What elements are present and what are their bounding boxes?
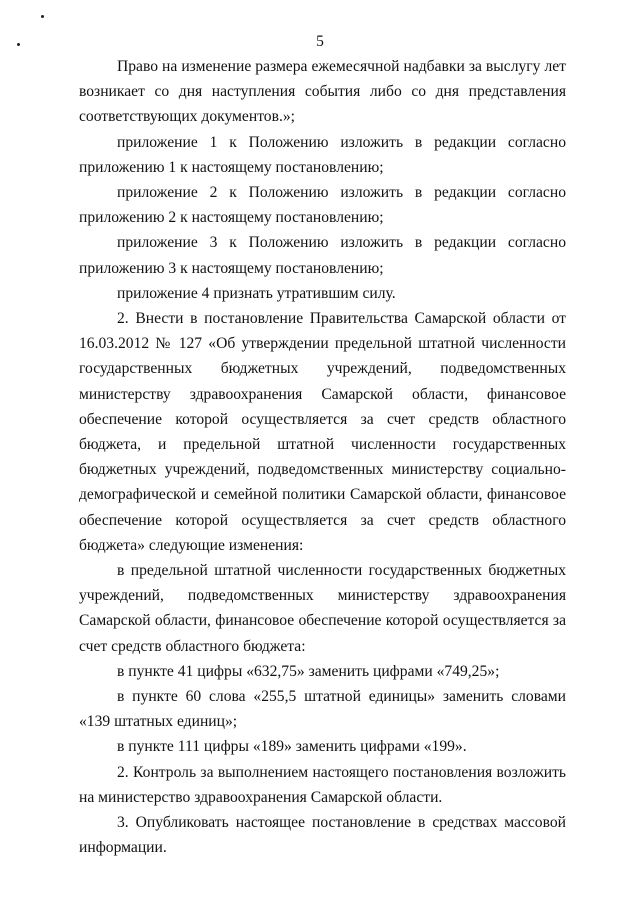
paragraph: 2. Контроль за выполнением настоящего постановления возложить на министерство здравоохранения Самарской области. xyxy=(79,763,566,806)
paragraph: в пункте 111 цифры «189» заменить цифрами «199». xyxy=(117,738,467,756)
document-body xyxy=(79,54,566,861)
page-number: 5 xyxy=(316,33,324,50)
paragraph: приложение 4 признать утратившим силу. xyxy=(117,284,396,302)
paragraph: в пункте 41 цифры «632,75» заменить цифрами «749,25»; xyxy=(117,662,500,680)
paragraph: в предельной штатной численности государственных бюджетных учреждений, подведомственных министерству здравоохранения Самарской области, финансовое обеспечение которой осуществляется за счет средств областного бюджета: xyxy=(79,562,566,655)
paragraph: приложение 3 к Положению изложить в редакции согласно приложению 3 к настоящему постановлению; xyxy=(79,234,566,277)
paragraph: Право на изменение размера ежемесячной надбавки за выслугу лет возникает со дня наступления события либо со дня представления соответствующих документов.»; xyxy=(79,58,566,126)
paragraph: в пункте 60 слова «255,5 штатной единицы» заменить словами «139 штатных единиц»; xyxy=(79,688,566,731)
paragraph: приложение 2 к Положению изложить в редакции согласно приложению 2 к настоящему постановлению; xyxy=(79,184,566,227)
paragraph: 3. Опубликовать настоящее постановление в средствах массовой информации. xyxy=(79,814,566,857)
paragraph: приложение 1 к Положению изложить в редакции согласно приложению 1 к настоящему постановлению; xyxy=(79,133,566,176)
paragraph: 2. Внести в постановление Правительства Самарской области от 16.03.2012 № 127 «Об утверждении предельной штатной численности государственных бюджетных учреждений, подведомственных министерству здравоохранения Самарской области, финансовое обеспечение которой осуществляется за счет средств областного бюджета, и предельной штатной численности государственных бюджетных учреждений, подведомственных министерству социально-демографической и семейной политики Самарской области, финансовое обеспечение которой осуществляется за счет средств областного бюджета» следующие изменения: xyxy=(79,310,566,554)
scan-speck xyxy=(41,15,44,18)
